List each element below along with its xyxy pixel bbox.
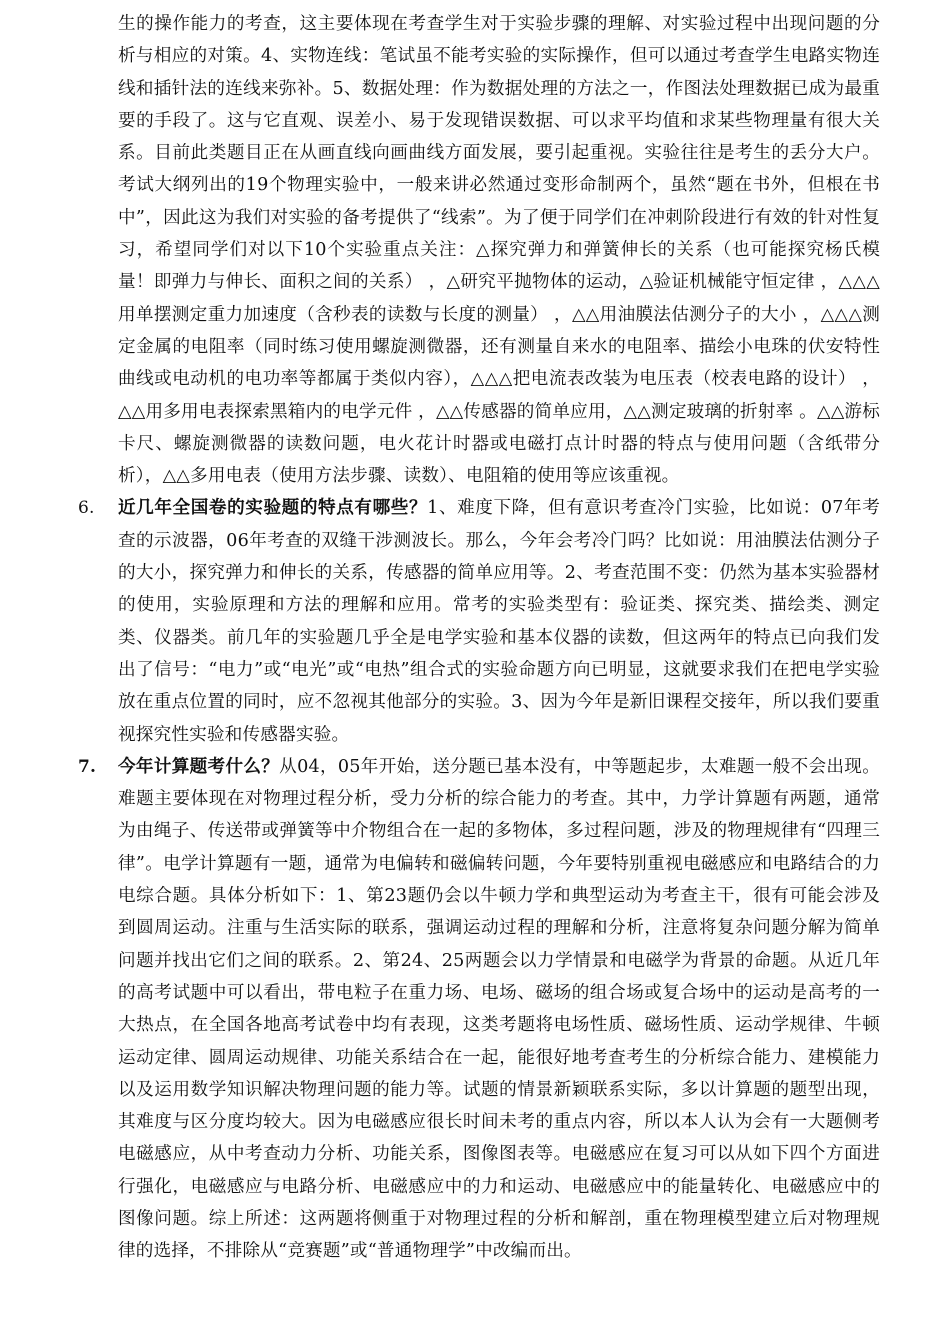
- list-item-6: [78, 492, 880, 750]
- document-page: [0, 8, 950, 1268]
- item-number: 6.: [78, 498, 95, 519]
- list-item-7: [78, 751, 880, 1268]
- item-number: 7.: [78, 756, 97, 777]
- item-body: 从04，05年开始，送分题已基本没有，中等题起步，太难题一般不会出现。难题主要体现在对物理过程分析，受力分析的综合能力的考查。其中，力学计算题有两题，通常为由绳子、传送带或弹簧等中介物组合在一起的多物体，多过程问题，涉及的物理规律有“四理三律”。电学计算题有一题，通常为电偏转和磁偏转问题，今年要特别重视电磁感应和电路结合的力电综合题。具体分析如下：1、第23题仍会以牛顿力学和典型运动为考查主干，很有可能会涉及到圆周运动。注重与生活实际的联系，强调运动过程的理解和分析，注意将复杂问题分解为简单问题并找出它们之间的联系。2、第24、25两题会以力学情景和电磁学为背景的命题。从近几年的高考试题中可以看出，带电粒子在重力场、电场、磁场的组合场或复合场中的运动是高考的一大热点，在全国各地高考试卷中均有表现，这类考题将电场性质、磁场性质、运动学规律、牛顿运动定律、圆周运动规律、功能关系结合在一起，能很好地考查考生的分析综合能力、建模能力以及运用数学知识解决物理问题的能力等。试题的情景新颖联系实际，多以计算题的题型出现，其难度与区分度均较大。因为电磁感应很长时间未考的重点内容，所以本人认为会有一大题侧考电磁感应，从中考查动力分析、功能关系，图像图表等。电磁感应在复习可以从如下四个方面进行强化，电磁感应与电路分析、电磁感应中的力和运动、电磁感应中的能量转化、电磁感应中的图像问题。综上所述：这两题将侧重于对物理过程的分析和解剖，重在物理模型建立后对物理规律的选择，不排除从“竞赛题”或“普通物理学”中改编而出。: [118, 756, 880, 1262]
- item-lead-question: 今年计算题考什么？: [118, 755, 280, 777]
- item-body: 1、难度下降，但有意识考查冷门实验，比如说：07年考查的示波器，06年考查的双缝干涉测波长。那么，今年会考冷门吗？比如说：用油膜法估测分子的大小，探究弹力和伸长的关系，传感器的简单应用等。2、考查范围不变：仍然为基本实验器材的使用，实验原理和方法的理解和应用。常考的实验类型有：验证类、探究类、描绘类、测定类、仪器类。前几年的实验题几乎全是电学实验和基本仪器的读数，但这两年的特点已向我们发出了信号：“电力”或“电光”或“电热”组合式的实验命题方向已明显，这就要求我们在把电学实验放在重点位置的同时，应不忽视其他部分的实验。3、因为今年是新旧课程交接年，所以我们要重视探究性实验和传感器实验。: [118, 498, 880, 745]
- continuation-paragraph: 生的操作能力的考查，这主要体现在考查学生对于实验步骤的理解、对实验过程中出现问题的分析与相应的对策。4、实物连线：笔试虽不能考实验的实际操作，但可以通过考查学生电路实物连线和插针法的连线来弥补。5、数据处理：作为数据处理的方法之一，作图法处理数据已成为最重要的手段了。这与它直观、误差小、易于发现错误数据、可以求平均值和求某些物理量有很大关系。目前此类题目正在从画直线向画曲线方面发展，要引起重视。实验往往是考生的丢分大户。考试大纲列出的19个物理实验中，一般来讲必然通过变形命制两个，虽然“题在书外，但根在书中”，因此这为我们对实验的备考提供了“线索”。为了便于同学们在冲刺阶段进行有效的针对性复习，希望同学们对以下10个实验重点关注：△探究弹力和弹簧伸长的关系（也可能探究杨氏模量！即弹力与伸长、面积之间的关系） ，△研究平抛物体的运动，△验证机械能守恒定律 ，△△△用单摆测定重力加速度（含秒表的读数与长度的测量） ，△△用油膜法估测分子的大小 ，△△△测定金属的电阻率（同时练习使用螺旋测微器，还有测量自来水的电阻率、描绘小电珠的伏安特性曲线或电动机的电功率等都属于类似内容），△△△把电流表改装为电压表（校表电路的设计） ，△△用多用电表探索黑箱内的电学元件 ，△△传感器的简单应用，△△测定玻璃的折射率 。△△游标卡尺、螺旋测微器的读数问题，电火花计时器或电磁打点计时器的特点与使用问题（含纸带分析），△△多用电表（使用方法步骤、读数）、电阻箱的使用等应该重视。: [118, 14, 881, 487]
- item-lead-question: 近几年全国卷的实验题的特点有哪些？: [118, 497, 428, 519]
